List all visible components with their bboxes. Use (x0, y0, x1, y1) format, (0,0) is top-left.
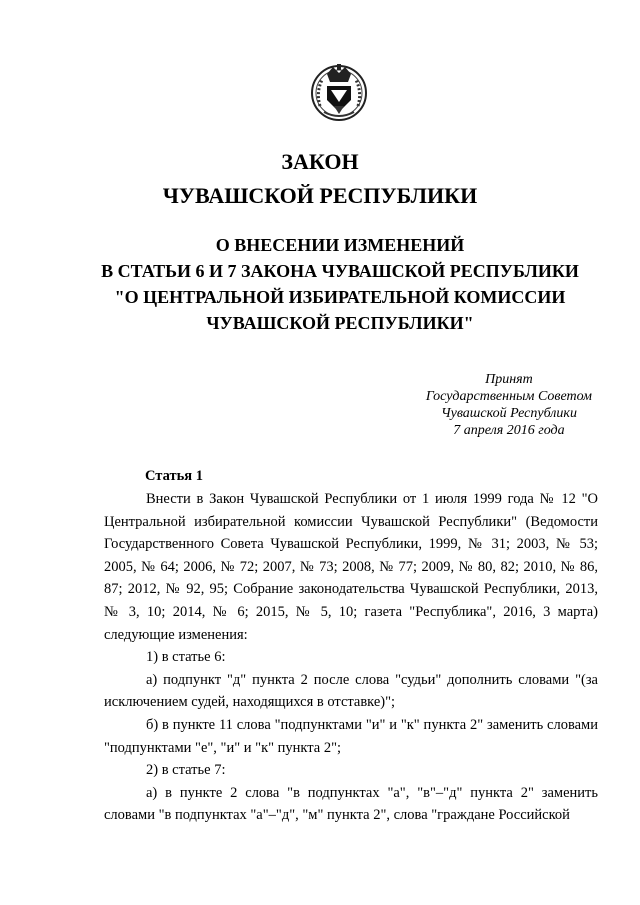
document-type-heading: ЗАКОН (281, 149, 359, 174)
republic-heading: ЧУВАШСКОЙ РЕСПУБЛИКИ (162, 183, 478, 208)
adoption-line: Государственным Советом (425, 389, 592, 404)
adoption-line: Чувашской Республики (440, 406, 577, 421)
article-heading: Статья 1 (145, 468, 203, 484)
article-paragraph: Внести в Закон Чувашской Республики от 1 июля 1999 года № 12 "О Центральной избирательной комиссии Чувашской Республики" (Ведомости Государственного Совета Чувашской Республики, 1999, № 31; 2003, № 53; 2005, № 64; 2006, № 72; 2007, № 73; 2008, № 77; 2009, № 80, 82; 2010, № 86, 87; 2012, № 92, 95; Собрание законодательства Чувашской Республики, 2013, № 3, 10; 2014, № 6; 2015, № 5, 10; газета "Республика", 2016, 3 марта) следующие изменения: (104, 491, 598, 643)
chuvash-coat-of-arms-emblem (310, 62, 368, 122)
article-body (104, 488, 598, 827)
article-paragraph: 1) в статье 6: (146, 649, 226, 666)
adoption-note (426, 371, 592, 439)
law-subject-line: "О ЦЕНТРАЛЬНОЙ ИЗБИРАТЕЛЬНОЙ КОМИССИИ (114, 287, 566, 307)
law-subject-line: ЧУВАШСКОЙ РЕСПУБЛИКИ" (206, 313, 474, 333)
article-paragraph: б) в пункте 11 слова "подпунктами "и" и "к" пункта 2" заменить словами "подпунктами "е", "и" и "к" пункта 2"; (104, 716, 598, 756)
article-paragraph: 2) в статье 7: (146, 762, 226, 779)
article-paragraph: а) подпункт "д" пункта 2 после слова "судьи" дополнить словами "(за исключением судей, находящихся в отставке)"; (104, 671, 598, 711)
law-subject-line: О ВНЕСЕНИИ ИЗМЕНЕНИЙ (215, 235, 465, 255)
adoption-line: Принят (485, 372, 533, 387)
law-subject-title (100, 232, 580, 336)
article-paragraph: а) в пункте 2 слова "в подпунктах "а", "в"–"д" пункта 2" заменить словами "в подпунктах "а"–"д", "м" пункта 2", слова "граждане Российской (104, 784, 598, 824)
adoption-date: 7 апреля 2016 года (453, 423, 565, 438)
law-subject-line: В СТАТЬИ 6 И 7 ЗАКОНА ЧУВАШСКОЙ РЕСПУБЛИКИ (101, 261, 579, 281)
